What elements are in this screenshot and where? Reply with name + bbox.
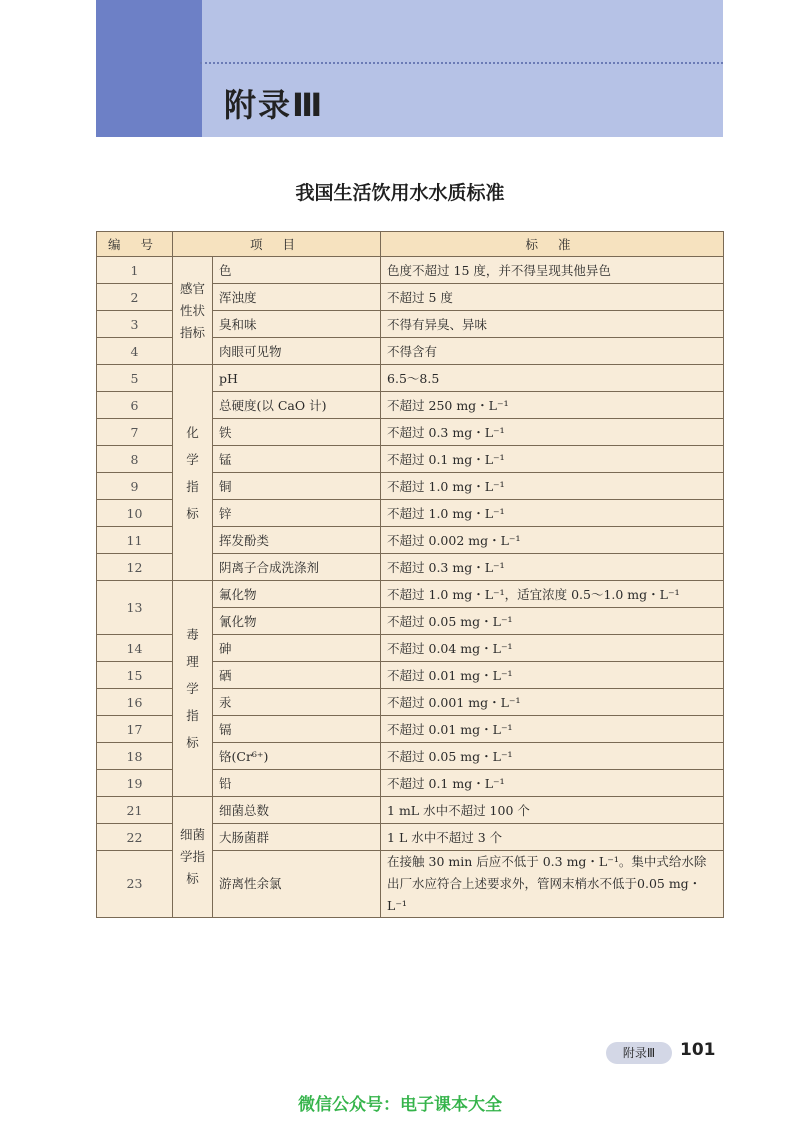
row-number: 22: [97, 824, 173, 851]
row-standard: 不超过 0.05 mg・L⁻¹: [381, 743, 724, 770]
row-item: 硒: [213, 662, 381, 689]
row-item: 色: [213, 257, 381, 284]
row-number: 18: [97, 743, 173, 770]
appendix-title: 附录Ⅲ: [224, 86, 325, 124]
row-number: 6: [97, 392, 173, 419]
row-number: 8: [97, 446, 173, 473]
row-standard: 不超过 0.002 mg・L⁻¹: [381, 527, 724, 554]
row-standard: 不超过 0.01 mg・L⁻¹: [381, 662, 724, 689]
row-item: 游离性余氯: [213, 851, 381, 918]
group-bacteria: [173, 797, 213, 918]
water-quality-table: [96, 231, 724, 918]
group-label: 化 学 指 标: [186, 424, 199, 521]
row-number: 19: [97, 770, 173, 797]
row-standard: 在接触 30 min 后应不低于 0.3 mg・L⁻¹。集中式给水除出厂水应符合上述要求外，管网末梢水不低于0.05 mg・L⁻¹: [381, 851, 724, 918]
row-item: 细菌总数: [213, 797, 381, 824]
group-label: 细菌 学指 标: [179, 827, 205, 886]
row-number: 5: [97, 365, 173, 392]
table-header-row: [97, 232, 724, 257]
row-number: 13: [97, 581, 173, 635]
row-standard: 不得含有: [381, 338, 724, 365]
table-row: [97, 797, 724, 824]
row-standard: 不超过 0.3 mg・L⁻¹: [381, 419, 724, 446]
row-number: 11: [97, 527, 173, 554]
header-dotted-rule: [200, 62, 723, 64]
group-chemical: [173, 365, 213, 581]
row-number: 2: [97, 284, 173, 311]
footer-appendix-label: 附录Ⅲ: [606, 1042, 672, 1064]
row-number: 21: [97, 797, 173, 824]
row-number: 17: [97, 716, 173, 743]
row-number: 9: [97, 473, 173, 500]
row-standard: 1 mL 水中不超过 100 个: [381, 797, 724, 824]
table-row: [97, 581, 724, 608]
row-item: 肉眼可见物: [213, 338, 381, 365]
row-item: 挥发酚类: [213, 527, 381, 554]
row-number: 7: [97, 419, 173, 446]
row-standard: 不超过 1.0 mg・L⁻¹，适宜浓度 0.5～1.0 mg・L⁻¹: [381, 581, 724, 608]
row-standard: 不超过 250 mg・L⁻¹: [381, 392, 724, 419]
wechat-watermark: 微信公众号：电子课本大全: [298, 1095, 502, 1115]
row-number: 16: [97, 689, 173, 716]
group-toxicology: [173, 581, 213, 797]
row-standard: 1 L 水中不超过 3 个: [381, 824, 724, 851]
page-number: 101: [680, 1040, 716, 1060]
table-row: [97, 257, 724, 284]
row-item: 浑浊度: [213, 284, 381, 311]
row-standard: 6.5～8.5: [381, 365, 724, 392]
row-item: 臭和味: [213, 311, 381, 338]
row-item: 铜: [213, 473, 381, 500]
group-sensory: [173, 257, 213, 365]
row-item: pH: [213, 365, 381, 392]
header-standard: 标 准: [381, 232, 724, 257]
table-row: [97, 365, 724, 392]
row-standard: 不超过 0.01 mg・L⁻¹: [381, 716, 724, 743]
row-item: 总硬度(以 CaO 计): [213, 392, 381, 419]
row-standard: 不超过 0.1 mg・L⁻¹: [381, 446, 724, 473]
row-item: 大肠菌群: [213, 824, 381, 851]
header-item: 项 目: [173, 232, 381, 257]
row-item: 氟化物: [213, 581, 381, 608]
row-number: 15: [97, 662, 173, 689]
row-item: 锰: [213, 446, 381, 473]
row-number: 23: [97, 851, 173, 918]
row-item: 砷: [213, 635, 381, 662]
row-number: 4: [97, 338, 173, 365]
header-number: 编 号: [97, 232, 173, 257]
row-item: 铁: [213, 419, 381, 446]
row-standard: 不超过 0.04 mg・L⁻¹: [381, 635, 724, 662]
row-standard: 不超过 0.1 mg・L⁻¹: [381, 770, 724, 797]
row-item: 铬(Cr⁶⁺): [213, 743, 381, 770]
row-standard: 不超过 1.0 mg・L⁻¹: [381, 473, 724, 500]
page-title: 我国生活饮用水水质标准: [295, 182, 505, 204]
row-item: 铅: [213, 770, 381, 797]
row-item: 镉: [213, 716, 381, 743]
row-item: 锌: [213, 500, 381, 527]
row-standard: 色度不超过 15 度，并不得呈现其他异色: [381, 257, 724, 284]
row-number: 12: [97, 554, 173, 581]
row-item: 氰化物: [213, 608, 381, 635]
row-standard: 不超过 1.0 mg・L⁻¹: [381, 500, 724, 527]
row-number: 3: [97, 311, 173, 338]
row-item: 汞: [213, 689, 381, 716]
row-number: 14: [97, 635, 173, 662]
row-standard: 不超过 0.3 mg・L⁻¹: [381, 554, 724, 581]
row-number: 10: [97, 500, 173, 527]
row-item: 阴离子合成洗涤剂: [213, 554, 381, 581]
row-standard: 不超过 0.001 mg・L⁻¹: [381, 689, 724, 716]
group-label: 感官 性状 指标: [179, 280, 205, 340]
row-standard: 不超过 0.05 mg・L⁻¹: [381, 608, 724, 635]
group-label: 毒 理 学 指 标: [186, 627, 199, 750]
row-number: 1: [97, 257, 173, 284]
row-standard: 不超过 5 度: [381, 284, 724, 311]
header-banner-accent: [96, 0, 202, 137]
row-standard: 不得有异臭、异味: [381, 311, 724, 338]
